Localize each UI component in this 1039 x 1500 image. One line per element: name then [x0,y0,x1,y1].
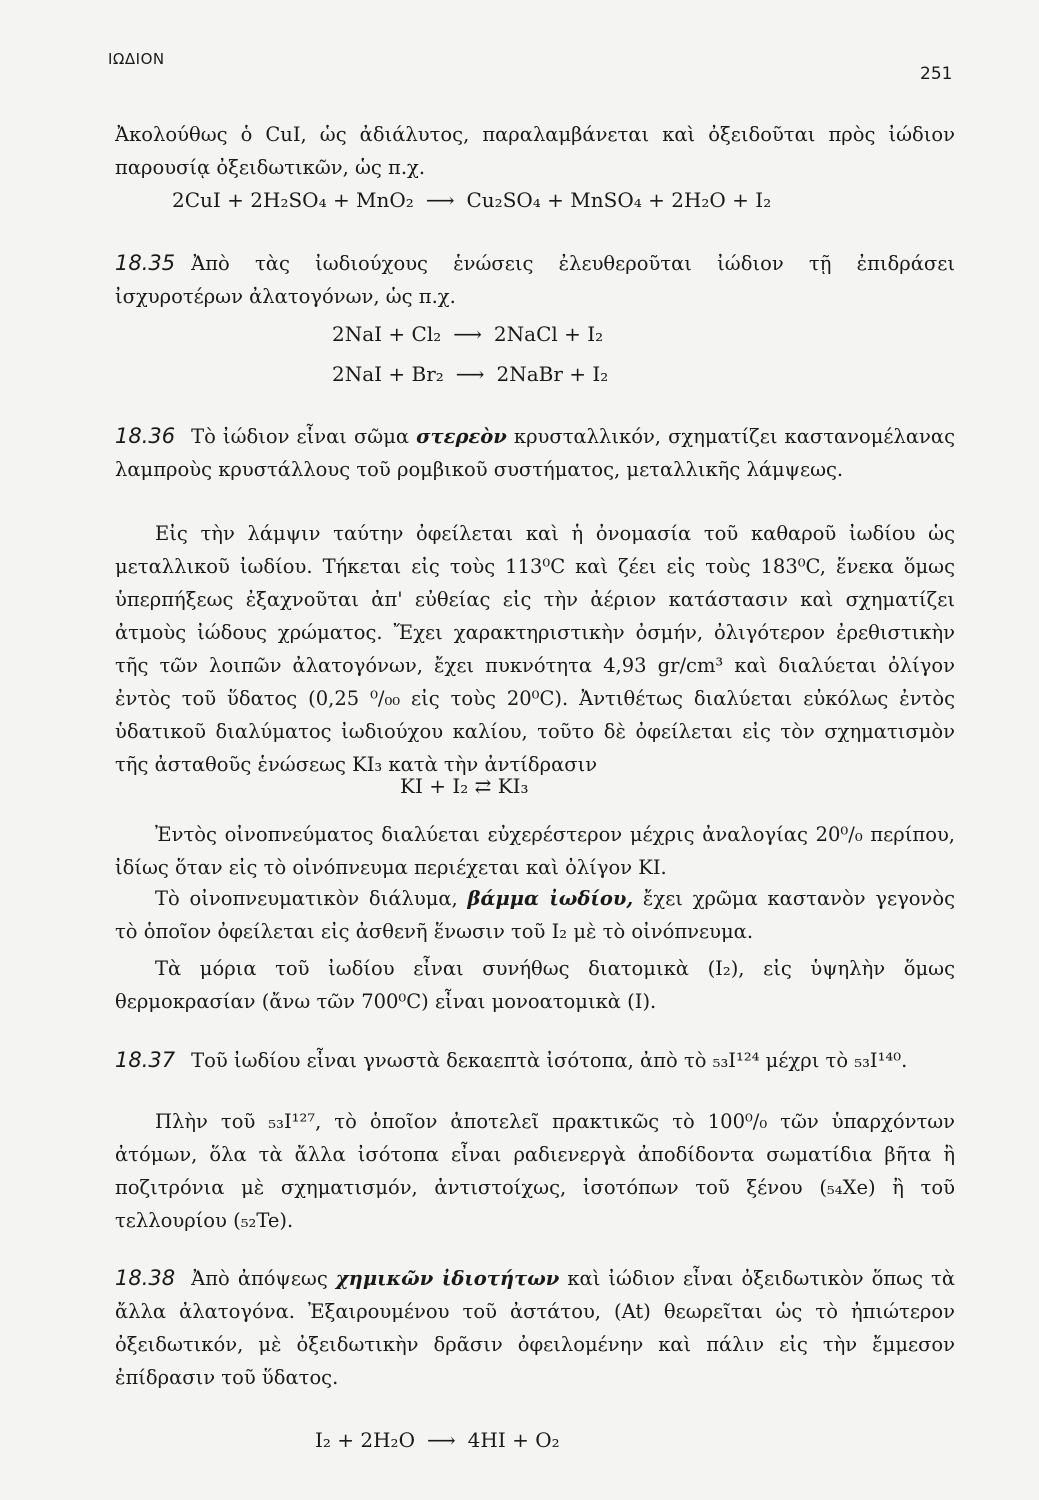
equation-lhs: 2NaI + Cl₂ [332,322,442,346]
paragraph-molecules: Τὰ μόρια τοῦ ἰωδίου εἶναι συνήθως διατομικὰ (I₂), εἰς ὑψηλὴν ὅμως θερμοκρασίαν (ἄνω τῶν 700⁰C) εἶναι μονοατομικὰ (I). [115,957,955,1013]
section-number: 18.38 [115,1266,176,1290]
section-18-37 [115,1044,955,1077]
section-text: Ἀπὸ τὰς ἰωδιούχους ἑνώσεις ἐλευθεροῦται ἰώδιον τῇ ἐπιδράσει ἰσχυροτέρων ἀλατογόνων, ὡς π.χ. [115,252,955,308]
reaction-arrow-icon: ⟶ [425,188,455,212]
equation-rhs: 2NaBr + I₂ [496,362,609,386]
section-number: 18.35 [115,251,176,275]
section-text-cont: καὶ ἰώδιον εἶναι ὀξειδωτικὸν ὅπως τὰ ἄλλα ἀλατογόνα. Ἐξαιρουμένου τοῦ ἀστάτου, (At) θεωρεῖται ὡς τὸ ἠπιώτερον ὀξειδωτικόν, μὲ ὀξειδωτικὴν δρᾶσιν ὀφειλομένην καὶ πάλιν εἰς τὴν ἔμμεσον ἐπίδρασιν τοῦ ὕδατος. [115,1267,955,1389]
equation-lhs: 2CuI + 2H₂SO₄ + MnO₂ [172,188,414,212]
equation-lhs: 2NaI + Br₂ [332,362,444,386]
section-18-35 [115,247,955,313]
section-text-cont: κρυσταλλικόν, σχηματίζει καστανομέλανας λαμπροὺς κρυστάλλους τοῦ ρομβικοῦ συστήματος, μεταλλικῆς λάμψεως. [115,425,955,481]
emphasis-text: βάμμα ἰωδίου, [467,887,634,910]
equation-rhs: 4HI + O₂ [467,1428,560,1452]
paragraph-tincture [115,882,955,948]
paragraph-text-cont: ἔχει χρῶμα καστανὸν γεγονὸς τὸ ὁποῖον ὀφείλεται εἰς ἀσθενῆ ἕνωσιν τοῦ I₂ μὲ τὸ οἰνόπνευμα. [115,887,955,943]
emphasis-text: στερεὸν [416,425,507,448]
equation-i2-water [315,1428,560,1452]
reaction-arrow-icon: ⟶ [455,362,485,386]
reaction-arrow-icon: ⟶ [426,1428,456,1452]
equation-lhs: I₂ + 2H₂O [315,1428,415,1452]
intro-paragraph: Ἀκολούθως ὁ CuI, ὡς ἀδιάλυτος, παραλαμβάνεται καὶ ὀξειδοῦται πρὸς ἰώδιον παρουσίᾳ ὀξειδωτικῶν, ὡς π.χ. [115,123,955,179]
equation-nai-cl2 [332,322,603,346]
equation-rhs: Cu₂SO₄ + MnSO₄ + 2H₂O + I₂ [466,188,772,212]
section-18-38 [115,1262,955,1394]
section-number: 18.36 [115,424,176,448]
equation-cui-oxidation [172,188,771,212]
section-number: 18.37 [115,1048,176,1072]
equation-ki-i2-equilibrium: KI + I₂ ⇄ KI₃ [400,774,529,798]
section-text: Τὸ ἰώδιον εἶναι σῶμα [191,425,410,448]
reaction-arrow-icon: ⟶ [453,322,482,346]
running-title: ΙΩΔΙΟΝ [108,50,165,68]
section-text: Ἀπὸ ἀπόψεως [191,1267,328,1290]
section-text: Τοῦ ἰωδίου εἶναι γνωστὰ δεκαεπτὰ ἰσότοπα, ἀπὸ τὸ ₅₃I¹²⁴ μέχρι τὸ ₅₃I¹⁴⁰. [191,1049,908,1072]
emphasis-text: χημικῶν ἰδιοτήτων [335,1267,560,1290]
page-number: 251 [920,64,953,84]
equation-nai-br2 [332,362,608,386]
equation-rhs: 2NaCl + I₂ [493,322,604,346]
paragraph-isotopes: Πλὴν τοῦ ₅₃I¹²⁷, τὸ ὁποῖον ἀποτελεῖ πρακτικῶς τὸ 100⁰/₀ τῶν ὑπαρχόντων ἀτόμων, ὅλα τὰ ἄλλα ἰσότοπα εἶναι ραδιενεργὰ ἀποδίδοντα σωματίδια βῆτα ἢ ποζιτρόνια μὲ σχηματισμόν, ἀντιστοίχως, ἰσοτόπων τοῦ ξένου (₅₄Xe) ἢ τοῦ τελλουρίου (₅₂Te). [115,1110,955,1232]
paragraph-text: Τὸ οἰνοπνευματικὸν διάλυμα, [155,887,458,910]
paragraph-alcohol-solubility: Ἐντὸς οἰνοπνεύματος διαλύεται εὐχερέστερον μέχρις ἀναλογίας 20⁰/₀ περίπου, ἰδίως ὅταν εἰς τὸ οἰνόπνευμα περιέχεται καὶ ὀλίγον KI. [115,823,955,879]
paragraph-physical-properties: Εἰς τὴν λάμψιν ταύτην ὀφείλεται καὶ ἡ ὀνομασία τοῦ καθαροῦ ἰωδίου ὡς μεταλλικοῦ ἰωδίου. Τήκεται εἰς τοὺς 113⁰C καὶ ζέει εἰς τοὺς 183⁰C, ἕνεκα ὅμως ὑπερπήξεως ἐξαχνοῦται ἀπ' εὐθείας εἰς τὴν ἀέριον κατάστασιν καὶ σχηματίζει ἀτμοὺς ἰώδους χρώματος. Ἔχει χαρακτηριστικὴν ὀσμήν, ὀλιγότερον ἐρεθιστικὴν τῆς τῶν λοιπῶν ἀλατογόνων, ἔχει πυκνότητα 4,93 gr/cm³ καὶ διαλύεται ὀλίγον ἐντὸς τοῦ ὕδατος (0,25 ⁰/₀₀ εἰς τοὺς 20⁰C). Ἀντιθέτως διαλύεται εὐκόλως ἐντὸς ὑδατικοῦ διαλύματος ἰωδιούχου καλίου, τοῦτο δὲ ὀφείλεται εἰς τὸν σχηματισμὸν τῆς ἀσταθοῦς ἑνώσεως KI₃ κατὰ τὴν ἀντίδρασιν [115,522,955,776]
section-18-36 [115,420,955,486]
